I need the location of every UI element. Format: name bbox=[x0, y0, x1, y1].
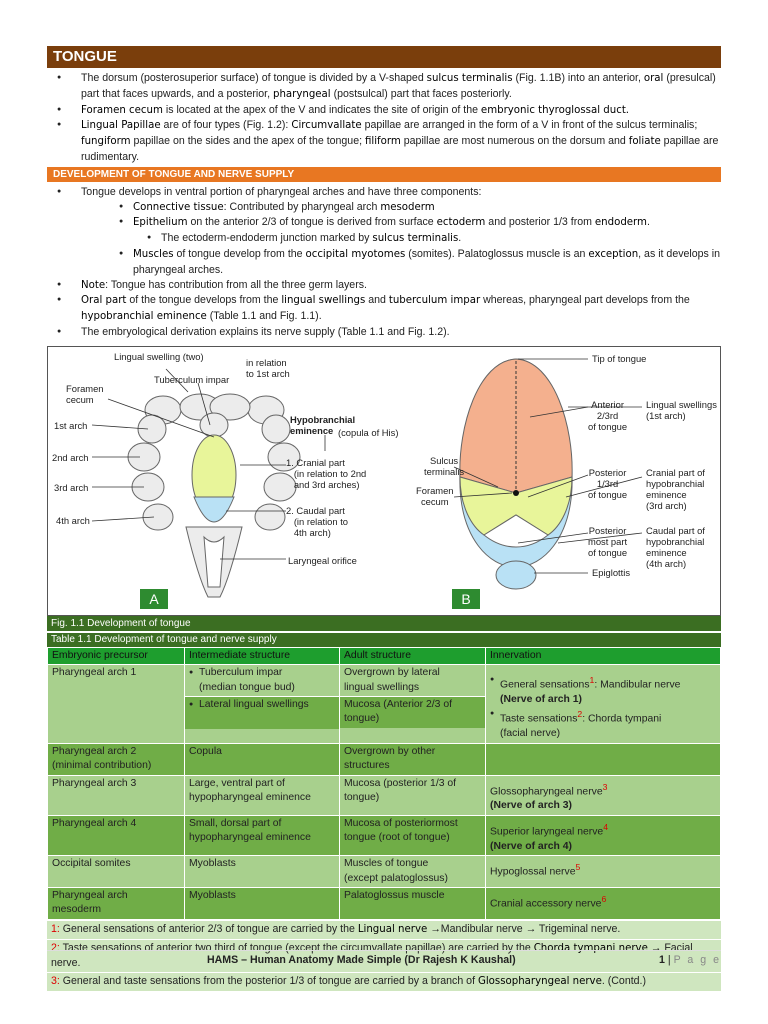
table-row bbox=[48, 856, 721, 888]
text-run: The ectoderm-endoderm junction marked by bbox=[161, 232, 373, 245]
keyword: foliate bbox=[628, 136, 661, 148]
cell-text: : Chorda tympani (facial nerve) bbox=[500, 713, 662, 740]
table-footnote bbox=[47, 920, 721, 939]
label-posterior-1-3: Posterior 1/3rd of tongue bbox=[588, 466, 628, 500]
tuberculum-impar-item: ● Tuberculum impar (median tongue bud) bbox=[185, 665, 339, 696]
text-run: →Mandibular nerve → Trigeminal nerve. bbox=[427, 922, 621, 935]
table-row bbox=[48, 665, 721, 744]
text-run: . bbox=[458, 232, 462, 245]
text-run: General sensations of anterior 2/3 of tongue are carried by the bbox=[59, 922, 358, 935]
keyword: Oral part bbox=[81, 295, 127, 307]
table-cell: Small, dorsal part of hypopharyngeal eminence bbox=[185, 815, 340, 855]
list-item bbox=[47, 185, 721, 278]
keyword: Foramen cecum bbox=[81, 104, 163, 116]
keyword: Muscles bbox=[133, 248, 174, 260]
cell-text: Tuberculum impar (median tongue bud) bbox=[199, 667, 295, 693]
keyword: Lingual nerve bbox=[357, 923, 428, 935]
cell-text: Hypoglossal nerve bbox=[490, 866, 576, 878]
label-1st-arch: 1st arch bbox=[54, 419, 88, 431]
list-item bbox=[47, 293, 721, 325]
table-cell: Palatoglossus muscle bbox=[340, 887, 486, 919]
cell-text: Overgrown by lateral lingual swellings bbox=[340, 665, 485, 696]
keyword: sulcus terminalis bbox=[372, 233, 459, 245]
keyword: tuberculum impar bbox=[388, 295, 481, 307]
table-row bbox=[48, 815, 721, 855]
keyword: Circumvallate bbox=[291, 120, 362, 132]
keyword: Chorda tympani nerve bbox=[533, 942, 648, 954]
innervation-general: ● General sensations$^1$: Mandibular nerve (Nerve of arch 1) bbox=[490, 675, 681, 706]
text-run: . (Contd.) bbox=[601, 975, 647, 988]
innervation-taste: ● Taste sensations$^2$: Chorda tympani (facial nerve) bbox=[490, 709, 662, 740]
label-tip-of-tongue: Tip of tongue bbox=[592, 352, 647, 364]
section-heading: DEVELOPMENT OF TONGUE AND NERVE SUPPLY bbox=[47, 167, 721, 182]
intro-list bbox=[47, 68, 721, 165]
column-header: Intermediate structure bbox=[185, 647, 340, 664]
page-number: 1 bbox=[659, 954, 665, 966]
cell-text: Glossopharyngeal nerve bbox=[490, 786, 603, 797]
list-item bbox=[115, 200, 721, 216]
label-cranial-hypobranchial: Cranial part of hypobranchial eminence (3rd arch) bbox=[646, 466, 705, 511]
table-cell: Occipital somites bbox=[48, 856, 185, 888]
label-3rd-arch: 3rd arch bbox=[54, 481, 89, 493]
keyword: exception bbox=[588, 248, 639, 260]
table-cell: Myoblasts bbox=[185, 887, 340, 919]
label-laryngeal-orifice: Laryngeal orifice bbox=[288, 554, 357, 566]
table-cell: Overgrown by other structures bbox=[340, 743, 486, 775]
list-item bbox=[47, 118, 721, 164]
text-run: and bbox=[365, 294, 389, 307]
cell-text: Mucosa (Anterior 2/3 of tongue) bbox=[340, 696, 485, 728]
footer-page-number bbox=[659, 953, 721, 968]
table-cell: Copula bbox=[185, 743, 340, 775]
figure-development-of-tongue bbox=[47, 346, 721, 616]
table-caption: Table 1.1 Development of tongue and nerve supply bbox=[47, 633, 721, 647]
text-run: . bbox=[646, 216, 650, 229]
text-run: of the tongue develops from the bbox=[126, 294, 282, 307]
text-run: (somites). Palatoglossus muscle is an bbox=[405, 247, 589, 260]
text-run: on the anterior 2/3 of tongue is derived from surface bbox=[187, 216, 437, 229]
label-sulcus-terminalis: Sulcus terminalis bbox=[424, 454, 465, 477]
label-caudal-part: 2. Caudal part (in relation to 4th arch) bbox=[286, 504, 349, 538]
label-cranial-part: 1. Cranial part (in relation to 2nd and 3rd arches) bbox=[286, 456, 367, 490]
text-run: , as it develops in pharyngeal arches. bbox=[133, 247, 721, 276]
footnote-ref: 3 bbox=[602, 781, 608, 792]
keyword: ectoderm bbox=[436, 217, 486, 229]
keyword: mesoderm bbox=[380, 201, 435, 213]
text-run: (presulcal) part that faces upwards, and a posterior, bbox=[81, 72, 716, 100]
label-caudal-hypobranchial: Caudal part of hypobranchial eminence (4th arch) bbox=[646, 524, 705, 569]
column-header: Innervation bbox=[486, 647, 721, 664]
column-header: Adult structure bbox=[340, 647, 486, 664]
dev-sub-sublist bbox=[143, 231, 721, 247]
footnote-ref: 2 bbox=[577, 709, 583, 720]
table-cell bbox=[486, 743, 721, 775]
development-list bbox=[47, 182, 721, 278]
keyword: Glossopharyngeal nerve bbox=[477, 976, 602, 988]
table-cell: Mucosa of posteriormost tongue (root of tongue) bbox=[340, 815, 486, 855]
table-row bbox=[48, 775, 721, 815]
dev-lead-text: Tongue develops in ventral portion of pharyngeal arches and have three components: bbox=[81, 185, 482, 198]
footnote-ref: 5 bbox=[575, 862, 581, 873]
label-relation-1st-arch: in relation to 1st arch bbox=[246, 356, 290, 379]
cell-text: (Nerve of arch 1) bbox=[500, 694, 582, 706]
keyword: Connective tissue bbox=[133, 201, 224, 213]
text-run: papillae are arranged in the form of a V in front of the sulcus terminalis; bbox=[361, 119, 698, 132]
table-cell: Muscles of tongue (except palatoglossus) bbox=[340, 856, 486, 888]
keyword: lingual swellings bbox=[281, 295, 366, 307]
table-cell: Mucosa (posterior 1/3 of tongue) bbox=[340, 775, 486, 815]
page-word: P a g e bbox=[673, 954, 721, 966]
text-run: → Facial nerve. bbox=[51, 941, 693, 970]
text-run: papillae on the sides and the apex of the tongue; bbox=[130, 135, 365, 148]
keyword: pharyngeal bbox=[272, 88, 331, 100]
text-run: : Contributed by pharyngeal arch bbox=[223, 200, 381, 213]
table-cell bbox=[486, 856, 721, 888]
table-cell bbox=[486, 665, 721, 744]
label-4th-arch: 4th arch bbox=[56, 514, 90, 526]
keyword: sulcus terminalis bbox=[426, 73, 513, 84]
table-cell bbox=[340, 665, 486, 744]
text-run: The embryological derivation explains its nerve supply (Table 1.1 and Fig. 1.2). bbox=[81, 325, 450, 338]
text-run: Taste sensations of anterior two third of tongue (except the circumvallate papillae) are carried by the bbox=[59, 941, 534, 954]
label-hypobranchial-eminence: Hypobranchial eminence bbox=[290, 413, 356, 436]
table-row bbox=[48, 743, 721, 775]
label-foramen-cecum-a: Foramen cecum bbox=[66, 382, 104, 405]
table-cell: Pharyngeal arch mesoderm bbox=[48, 887, 185, 919]
keyword: Note bbox=[81, 279, 106, 291]
text-run: of tongue develop from the bbox=[173, 247, 306, 260]
table-cell: Myoblasts bbox=[185, 856, 340, 888]
cell-text: Lateral lingual swellings bbox=[199, 698, 309, 710]
label-lingual-swellings-b: Lingual swellings (1st arch) bbox=[646, 398, 717, 421]
keyword: hypobranchial eminence bbox=[81, 311, 207, 323]
table-cell bbox=[486, 887, 721, 919]
footnote-ref: 4 bbox=[603, 821, 609, 832]
cell-text: : Mandibular nerve bbox=[594, 679, 681, 691]
badge-panel-a: A bbox=[140, 589, 168, 609]
footer-title: HAMS – Human Anatomy Made Simple (Dr Rajesh K Kaushal) bbox=[207, 954, 516, 966]
cell-text: General sensations bbox=[500, 679, 590, 691]
list-item bbox=[47, 103, 721, 119]
cell-text: (Nerve of arch 4) bbox=[490, 840, 572, 852]
keyword: Lingual Papillae bbox=[81, 120, 161, 132]
figure-caption: Fig. 1.1 Development of tongue bbox=[47, 616, 721, 631]
table-cell: Pharyngeal arch 2 (minimal contribution) bbox=[48, 743, 185, 775]
footnote-number: 3: bbox=[51, 975, 60, 988]
label-epiglottis: Epiglottis bbox=[592, 566, 631, 578]
dev-rest-list bbox=[47, 278, 721, 340]
list-item bbox=[115, 247, 721, 278]
footnote-number: 2: bbox=[51, 941, 60, 954]
label-tuberculum-impar: Tuberculum impar bbox=[154, 373, 230, 385]
label-2nd-arch: 2nd arch bbox=[52, 451, 89, 463]
page-separator: | bbox=[667, 954, 671, 966]
text-run: whereas, pharyngeal part develops from the bbox=[480, 294, 690, 307]
lateral-lingual-item: ● Lateral lingual swellings bbox=[185, 696, 339, 729]
label-anterior-2-3: Anterior 2/3rd of tongue bbox=[588, 398, 628, 432]
cell-text: Taste sensations bbox=[500, 713, 578, 725]
table-header-row bbox=[48, 647, 721, 664]
text-run: is located at the apex of the V and indicates the site of origin of the bbox=[162, 103, 481, 116]
text-run: General and taste sensations from the posterior 1/3 of tongue are carried by a branch of bbox=[59, 975, 478, 988]
table-row bbox=[48, 887, 721, 919]
keyword: endoderm bbox=[594, 217, 647, 229]
list-item bbox=[47, 278, 721, 294]
nerve-supply-table bbox=[47, 647, 721, 920]
table-cell bbox=[486, 815, 721, 855]
table-footnote bbox=[47, 972, 721, 991]
table-cell bbox=[185, 665, 340, 744]
cell-text: Superior laryngeal nerve bbox=[490, 826, 604, 838]
text-run: : Tongue has contribution from all the three germ layers. bbox=[105, 278, 367, 291]
table-cell: Pharyngeal arch 3 bbox=[48, 775, 185, 815]
text-run: and posterior 1/3 from bbox=[485, 216, 595, 229]
footnote-ref: 1 bbox=[589, 675, 595, 686]
panel-b-tongue bbox=[460, 359, 572, 589]
label-lingual-swelling: Lingual swelling (two) bbox=[114, 350, 204, 362]
label-posterior-most: Posterior most part of tongue bbox=[588, 524, 628, 558]
text-run: (postsulcal) part that faces posteriorly. bbox=[330, 87, 512, 100]
text-run: (Fig. 1.1B) into an anterior, bbox=[512, 72, 644, 84]
badge-panel-b: B bbox=[452, 589, 480, 609]
footnote-ref: 6 bbox=[601, 893, 607, 904]
text-run: The dorsum (posterosuperior surface) of tongue is divided by a V-shaped bbox=[81, 72, 427, 84]
document-page bbox=[47, 46, 721, 991]
page-title: TONGUE bbox=[47, 46, 721, 68]
text-run: papillae are rudimentary. bbox=[81, 135, 719, 163]
keyword: embryonic thyroglossal duct. bbox=[480, 104, 630, 116]
table-cell: Large, ventral part of hypopharyngeal eminence bbox=[185, 775, 340, 815]
table-cell: Pharyngeal arch 4 bbox=[48, 815, 185, 855]
text-run: are of four types (Fig. 1.2): bbox=[160, 119, 292, 132]
footnote-number: 1: bbox=[51, 922, 60, 935]
label-copula: (copula of His) bbox=[338, 426, 399, 438]
column-header: Embryonic precursor bbox=[48, 647, 185, 664]
dev-sublist bbox=[115, 200, 721, 278]
list-item bbox=[47, 71, 721, 103]
keyword: fungiform bbox=[81, 136, 131, 148]
list-item bbox=[143, 231, 721, 247]
label-foramen-cecum-b: Foramen cecum bbox=[416, 484, 454, 507]
cell-text: Cranial accessory nerve bbox=[490, 898, 602, 910]
keyword: occipital myotomes bbox=[305, 248, 406, 260]
keyword: oral bbox=[643, 73, 664, 84]
table-cell: Pharyngeal arch 1 bbox=[48, 665, 185, 744]
keyword: Epithelium bbox=[133, 217, 188, 229]
list-item bbox=[115, 215, 721, 247]
keyword: filiform bbox=[364, 136, 401, 148]
table-cell bbox=[486, 775, 721, 815]
list-item bbox=[47, 325, 721, 340]
text-run: papillae are most numerous on the dorsum and bbox=[400, 135, 629, 148]
text-run: (Table 1.1 and Fig. 1.1). bbox=[206, 310, 322, 323]
cell-text: (Nerve of arch 3) bbox=[490, 800, 572, 812]
